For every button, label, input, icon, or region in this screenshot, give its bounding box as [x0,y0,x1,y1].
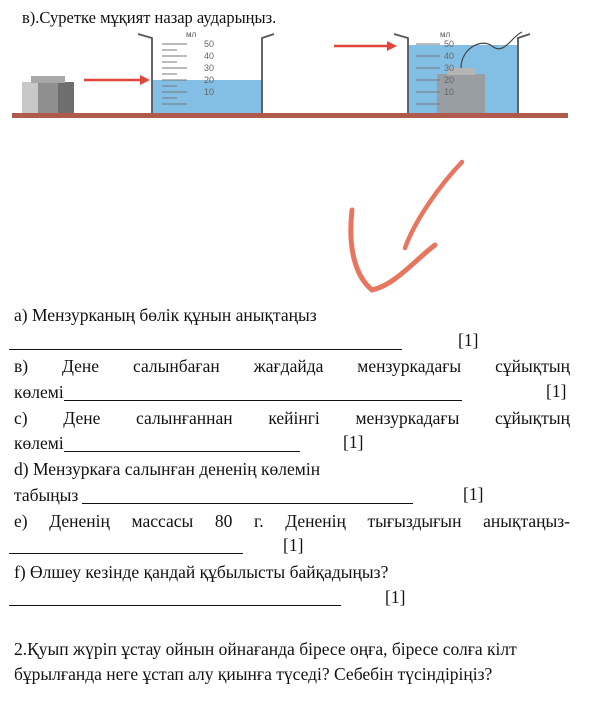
measuring-cylinder-illustration [12,28,570,122]
question-b [14,355,570,377]
instruction-text: в).Суретке мұқият назар аударыңыз. [22,8,277,27]
word: тығыздығын [367,511,462,531]
word: мензуркадағы [357,356,462,376]
answer-line-e[interactable] [9,553,243,554]
checkmark-annotation-icon [340,150,470,300]
scale-label-right: 50 [444,39,455,49]
word: кейінгі [268,408,320,428]
word: Дене [63,408,101,428]
cylinder-right [394,32,530,113]
scale-label-left: 30 [204,63,215,73]
question-f: f) Өлшеу кезінде қандай құбылысты байқадыңыз? [14,562,389,582]
word: салынбаған [132,356,220,376]
scale-label-left: 50 [204,39,215,49]
word: Дененің [285,511,346,531]
word: 80 [214,511,233,531]
scale-label-left: 40 [204,51,215,61]
score-b: [1] [546,381,567,401]
question-c [14,407,570,429]
score-f: [1] [385,587,406,607]
word: е) [14,511,28,531]
score-c: [1] [343,432,364,452]
scale-label-right: 20 [444,75,455,85]
word: мензуркадағы [355,408,460,428]
word: жағдайда [253,356,324,376]
task2-line2: бұрылғанда неге ұстап алу қиынға түседі? Себебін түсіндіріңіз? [14,664,493,684]
question-d: d) Мензуркаға салынған дененің көлемін [14,459,321,479]
scale-label-left: 20 [204,75,215,85]
question-c-cont: көлемі [14,433,64,453]
word: сұйықтың [495,356,570,376]
scale-label-right: 10 [444,87,455,97]
weight-icon [22,76,74,113]
word: Дененің [49,511,110,531]
score-d: [1] [463,484,484,504]
question-b-cont: көлемі [14,382,64,402]
word: салынғаннан [136,408,233,428]
table-surface [12,113,568,118]
score-e: [1] [283,535,304,555]
task2-line1: 2.Қуып жүріп ұстау ойнын ойнағанда біресе оңға, біресе солға кілт [14,639,517,659]
answer-line-c[interactable] [64,451,300,452]
word: в) [14,356,29,376]
unit-label-right: мл [440,30,451,39]
scale-label-left: 10 [204,87,215,97]
question-a: а) Мензурканың бөлік құнын анықтаңыз [14,305,317,325]
word: анықтаңыз- [483,511,570,531]
question-e [14,510,570,532]
score-a: [1] [458,330,479,350]
word: массасы [131,511,194,531]
scale-label-right: 40 [444,51,455,61]
unit-label-left: мл [186,30,197,39]
word: г. [254,511,264,531]
word: Дене [62,356,100,376]
word: сұйықтың [495,408,570,428]
answer-line-b[interactable] [64,400,462,401]
answer-line-a[interactable] [9,349,402,350]
arrow-right-icon [334,41,397,51]
answer-line-f[interactable] [9,605,341,606]
arrow-left-icon [84,75,150,85]
question-d-cont: табыңыз [14,485,79,505]
answer-line-d[interactable] [82,503,413,504]
scale-label-right: 30 [444,63,455,73]
word: с) [14,408,28,428]
